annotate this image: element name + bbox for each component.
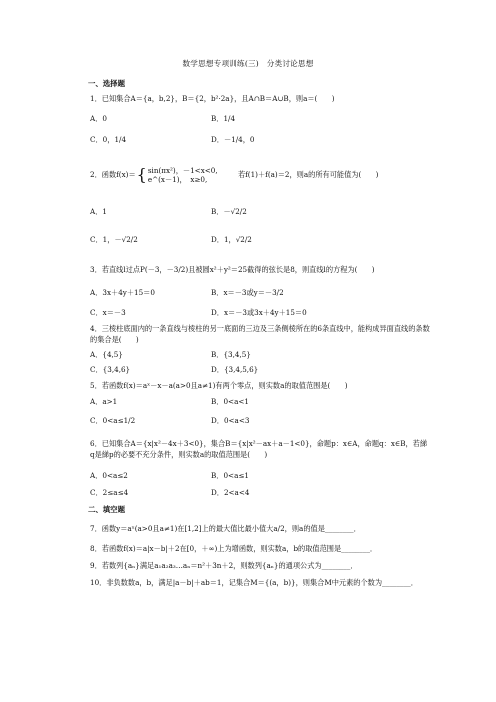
q5-option-b: B．0<a<1 — [211, 397, 249, 406]
q1-option-d: D．－1/4，0 — [211, 135, 255, 144]
q3-option-c: C．x＝－3 — [90, 308, 126, 317]
q2-piecewise-cases — [148, 166, 218, 184]
section-heading-fill-blank: 二、填空题 — [88, 505, 125, 514]
piecewise-brace-icon: { — [136, 165, 147, 184]
q5-option-a: A．a>1 — [90, 397, 118, 406]
q2-case-1: sin(πx²)，－1<x<0, — [147, 166, 218, 175]
q2-stem-prefix: 2．函数f(x)＝ — [90, 170, 136, 179]
q2-stem-suffix: 若f(1)＋f(a)＝2，则a的所有可能值为( ) — [237, 170, 379, 179]
page-title: 数学思想专项训练(三) 分类讨论思想 — [182, 59, 314, 68]
question-2-stem — [90, 166, 432, 188]
q3-option-d: D．x＝－3或3x＋4y＋15＝0 — [211, 308, 307, 317]
question-4-stem: 4．三棱柱底面内的一条直线与棱柱的另一底面的三边及三条侧棱所在的6条直线中，能构成异面直线的条数的集合是( ) — [90, 324, 430, 344]
q4-option-d: D．{3,4,5,6} — [211, 365, 259, 374]
q2-option-d: D．1，√2/2 — [211, 235, 252, 244]
q4-option-c: C．{3,4,6} — [90, 365, 131, 374]
question-1-stem: 1．已知集合A＝{a，b,2}，B＝{2，b²·2a}，且A∩B＝A∪B，则a＝( ) — [90, 94, 335, 103]
q6-option-a: A．0<a≤2 — [90, 471, 128, 480]
q1-option-c: C．0，1/4 — [90, 135, 127, 144]
q4-option-a: A．{4,5} — [90, 350, 123, 359]
q3-option-b: B．x＝－3或y＝－3/2 — [211, 288, 284, 297]
q2-option-b: B．－√2/2 — [211, 207, 247, 216]
question-5-stem: 5．若函数f(x)＝aˣ－x－a(a>0且a≠1)有两个零点，则实数a的取值范围是( ) — [90, 381, 348, 390]
question-10: 10．非负数数a，b，满足|a－b|＋ab＝1，记集合M＝{(a，b)}，则集合M中元素的个数为________． — [90, 578, 418, 587]
q3-option-a: A．3x＋4y＋15＝0 — [90, 288, 155, 297]
q2-case-2: e^(x－1)， x≥0, — [147, 175, 208, 184]
q4-option-b: B．{3,4,5} — [211, 350, 251, 359]
question-9: 9．若数列{aₙ}满足a₁a₂a₃…aₙ＝n²＋3n＋2，则数列{aₙ}的通项公式为________． — [90, 561, 358, 570]
question-6-stem: 6．已知集合A＝{x|x²－4x＋3<0}，集合B＝{x|x²－ax＋a－1<0}，命题p：x∈A，命题q：x∈B，若綈q是綈p的必要不充分条件，则实数a的取值范围是( ) — [90, 439, 428, 459]
q2-option-a: A．1 — [90, 207, 107, 216]
q6-option-b: B．0<a≤1 — [211, 471, 249, 480]
question-8: 8．若函数f(x)＝a|x－b|＋2在[0，＋∞)上为增函数，则实数a，b的取值范围是________． — [90, 544, 378, 553]
q1-option-b: B．1/4 — [211, 114, 236, 123]
section-heading-choice: 一、选择题 — [88, 79, 125, 88]
q2-option-c: C．1，－√2/2 — [90, 235, 138, 244]
question-7: 7．函数y＝aˣ(a>0且a≠1)在[1,2]上的最大值比最小值大a/2，则a的值是________． — [90, 524, 361, 533]
q6-option-c: C．2≤a≤4 — [90, 488, 129, 497]
q5-option-c: C．0<a≤1/2 — [90, 416, 136, 425]
q1-option-a: A．0 — [90, 114, 107, 123]
question-3-stem: 3．若直线l过点P(－3，－3/2)且被圆x²＋y²＝25截得的弦长是8，则直线l的方程为( ) — [90, 265, 375, 274]
q6-option-d: D．2<a<4 — [211, 488, 250, 497]
q5-option-d: D．0<a<3 — [211, 416, 250, 425]
